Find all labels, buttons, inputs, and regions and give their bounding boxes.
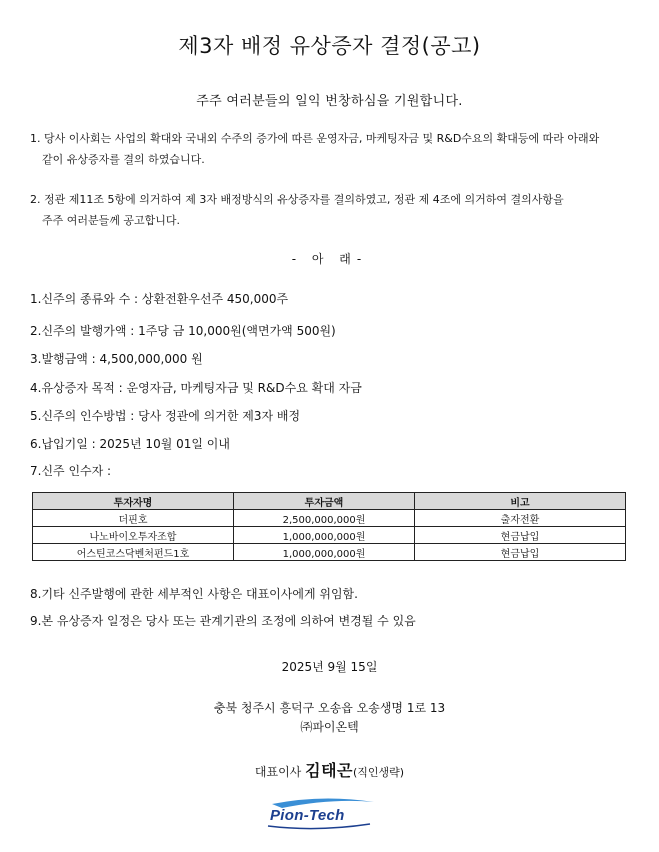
header-remarks: 비고 xyxy=(415,493,626,510)
greeting-text: 주주 여러분들의 일익 번창하심을 기원합니다. xyxy=(196,94,463,109)
ceo-signature-line xyxy=(0,758,659,781)
company-logo xyxy=(262,796,382,832)
investment-amount: 2,500,000,000원 xyxy=(234,510,415,527)
item-8: 8.기타 신주발행에 관한 세부적인 사항은 대표이사에게 위임함. xyxy=(30,587,358,601)
below-heading: - 아 래- xyxy=(291,252,368,266)
investor-table xyxy=(32,492,626,561)
paragraph-2-line-1: 2. 정관 제11조 5항에 의거하여 제 3자 배정방식의 유상증자를 결의하였고, 정관 제 4조에 의거하여 결의사항을 xyxy=(30,193,564,206)
table-row xyxy=(33,510,626,527)
ceo-title: 대표이사 xyxy=(254,765,302,779)
investor-name: 나노바이오투자조합 xyxy=(33,527,234,544)
logo-text: Pion-Tech xyxy=(270,807,345,824)
header-investment-amount: 투자금액 xyxy=(234,493,415,510)
item-9: 9.본 유상증자 일정은 당사 또는 관계기관의 조정에 의하여 변경될 수 있음 xyxy=(30,614,416,628)
paragraph-1 xyxy=(30,128,630,170)
paragraph-1-line-1: 1. 당사 이사회는 사업의 확대와 국내외 수주의 증가에 따른 운영자금, 마케팅자금 및 R&D수요의 확대등에 따라 아래와 xyxy=(30,132,600,145)
investment-amount: 1,000,000,000원 xyxy=(234,544,415,561)
page-title: 제3자 배정 유상증자 결정(공고) xyxy=(178,34,481,58)
investor-name: 더핀호 xyxy=(33,510,234,527)
item-6: 6.납입기일 : 2025년 10월 01일 이내 xyxy=(30,437,230,451)
table-row xyxy=(33,527,626,544)
remarks: 현금납입 xyxy=(415,527,626,544)
table-row xyxy=(33,544,626,561)
seal-omitted-note: (직인생략) xyxy=(352,766,405,779)
investment-amount: 1,000,000,000원 xyxy=(234,527,415,544)
notice-date: 2025년 9월 15일 xyxy=(281,660,378,674)
remarks: 현금납입 xyxy=(415,544,626,561)
item-2: 2.신주의 발행가액 : 1주당 금 10,000원(액면가액 500원) xyxy=(30,324,336,338)
company-address: 충북 청주시 흥덕구 오송읍 오송생명 1로 13 xyxy=(213,701,446,715)
paragraph-1-line-2: 같이 유상증자를 결의 하였습니다. xyxy=(42,153,205,166)
header-investor-name: 투자자명 xyxy=(33,493,234,510)
item-3: 3.발행금액 : 4,500,000,000 원 xyxy=(30,352,203,366)
paragraph-2 xyxy=(30,189,630,231)
table-header-row xyxy=(33,493,626,510)
item-4: 4.유상증자 목적 : 운영자금, 마케팅자금 및 R&D수요 확대 자금 xyxy=(30,381,362,395)
item-5: 5.신주의 인수방법 : 당사 정관에 의거한 제3자 배정 xyxy=(30,409,301,423)
remarks: 출자전환 xyxy=(415,510,626,527)
item-1: 1.신주의 종류와 수 : 상환전환우선주 450,000주 xyxy=(30,292,289,306)
company-name: ㈜파이온텍 xyxy=(300,720,359,734)
investor-name: 어스틴코스닥벤처펀드1호 xyxy=(33,544,234,561)
ceo-name: 김태곤 xyxy=(305,761,353,780)
item-7: 7.신주 인수자 : xyxy=(30,464,112,478)
paragraph-2-line-2: 주주 여러분들께 공고합니다. xyxy=(42,214,181,227)
